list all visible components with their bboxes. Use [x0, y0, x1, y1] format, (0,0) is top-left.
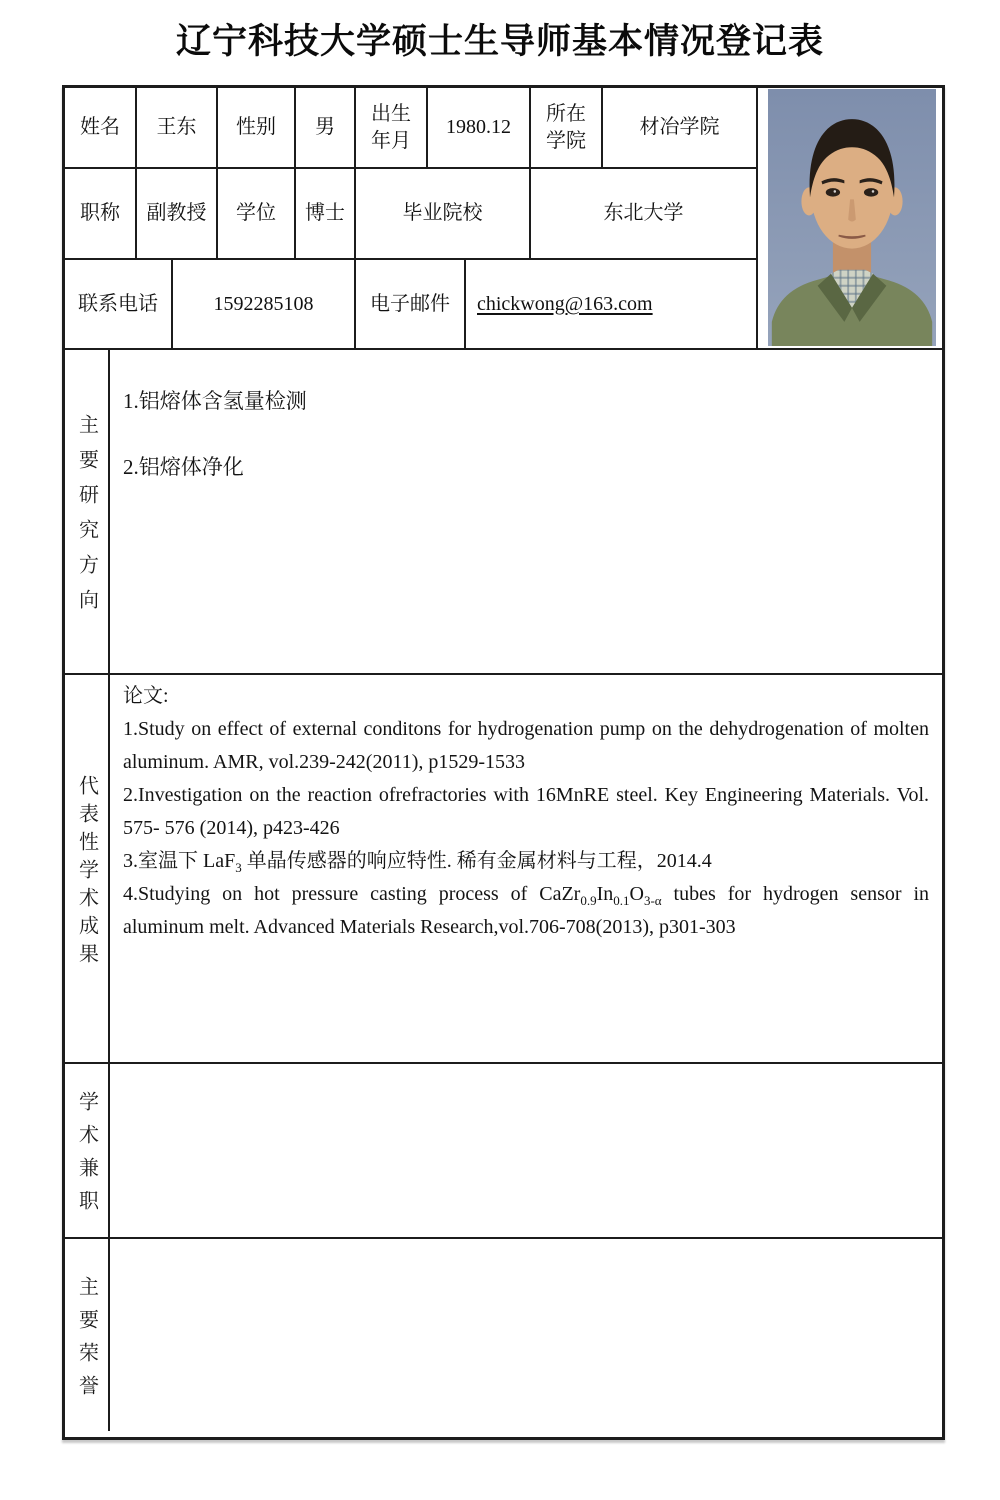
eye-left: [826, 188, 840, 196]
honors-section: [65, 1239, 942, 1431]
id-portrait-photo: [768, 89, 936, 346]
achievements-section: [65, 675, 942, 1064]
birth-value: 1980.12: [428, 88, 531, 167]
graduate-school-label: 毕业院校: [356, 169, 531, 258]
achievements-content: [110, 675, 942, 1062]
title-value: 副教授: [137, 169, 218, 258]
research-label-cell: [65, 350, 110, 673]
phone-label: 联系电话: [65, 260, 173, 348]
positions-content: [110, 1064, 942, 1237]
paper-item: 1.Study on effect of external conditons for hydrogenation pump on the dehydrogenation of molten aluminum. AMR, vol.239-242(2011), p1529-1533: [123, 718, 929, 773]
paper-item: 4.Studying on hot pressure casting process of $CaZr_{0.9}In_{0.1}O_{3-\alpha}$ tubes for hydrogen sensor in aluminum melt. Advanced Materials Research,vol.706-708(2013), p301-303: [123, 883, 929, 938]
basic-info-grid: [65, 88, 758, 348]
email-value: [466, 260, 756, 348]
birth-label: 出生年月: [356, 88, 428, 167]
degree-value: 博士: [296, 169, 356, 258]
basic-info-section: [65, 88, 942, 350]
gender-label: 性别: [218, 88, 296, 167]
research-item: 1.铝熔体含氢量检测: [123, 389, 307, 413]
gender-value: 男: [296, 88, 356, 167]
research-label: 主要研究方向: [75, 414, 98, 624]
degree-label: 学位: [218, 169, 296, 258]
photo-cell: [758, 88, 942, 348]
paper-item: 3.室温下 LaF$_3$ 单晶传感器的响应特性. 稀有金属材料与工程，2014.4: [123, 850, 712, 875]
achievements-label: 代表性学术成果: [75, 774, 98, 971]
graduate-school-value: 东北大学: [603, 202, 684, 224]
positions-label: 学术兼职: [75, 1091, 98, 1223]
page-title: 辽宁科技大学硕士生导师基本情况登记表: [175, 22, 824, 61]
research-item: 2.铝熔体净化: [123, 455, 244, 479]
honors-content: [110, 1239, 942, 1431]
email-label: 电子邮件: [356, 260, 466, 348]
college-value: 材冶学院: [639, 116, 720, 138]
eye-right: [864, 188, 878, 196]
achievements-label-cell: [65, 675, 110, 1062]
phone-value: 1592285108: [173, 260, 356, 348]
name-value: 王东: [137, 88, 218, 167]
research-items: [110, 350, 942, 673]
paper-item: 2.Investigation on the reaction ofrefractories with 16MnRE steel. Key Engineering Materials. Vol. 575- 576 (2014), p423-426: [123, 784, 929, 839]
positions-label-cell: [65, 1064, 110, 1237]
row-name-gender-birth-college: [65, 88, 756, 169]
row-title-degree-school: [65, 169, 756, 260]
honors-label: 主要荣誉: [75, 1275, 98, 1408]
papers-heading: 论文:: [123, 685, 169, 707]
research-section: [65, 350, 942, 675]
honors-label-cell: [65, 1239, 110, 1431]
email-link[interactable]: chickwong@163.com: [477, 292, 653, 315]
college-label: 所在学院: [531, 88, 603, 167]
papers-list: [123, 713, 929, 944]
positions-section: [65, 1064, 942, 1239]
row-phone-email: [65, 260, 756, 348]
form-table: [62, 85, 945, 1440]
title-label: 职称: [65, 169, 137, 258]
name-label: 姓名: [65, 88, 137, 167]
